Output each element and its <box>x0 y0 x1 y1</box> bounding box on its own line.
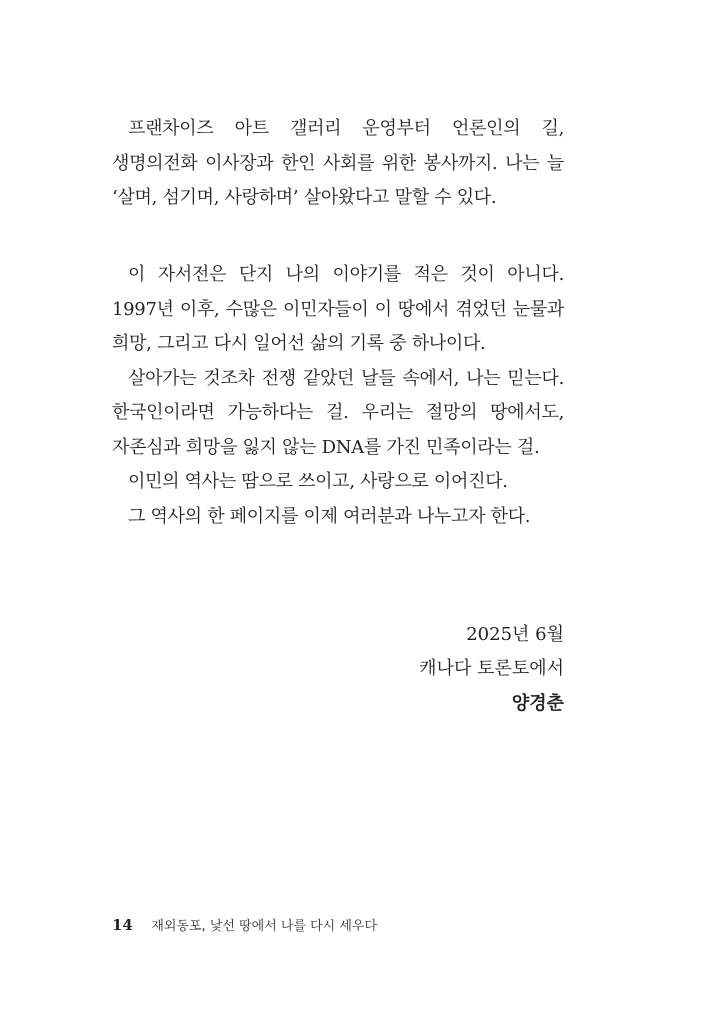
running-title: 재외동포, 낯선 땅에서 나를 다시 세우다 <box>151 919 378 934</box>
paragraph: 이민의 역사는 땀으로 쓰이고, 사랑으로 이어진다. <box>128 471 508 492</box>
body-block-2 <box>112 258 564 534</box>
signature-author: 양경춘 <box>511 693 564 714</box>
signature-date: 2025년 6월 <box>466 624 564 645</box>
paragraph: 살아가는 것조차 전쟁 같았던 날들 속에서, 나는 믿는다. 한국인이라면 가능하다는 걸. 우리는 절망의 땅에서도, 자존심과 희망을 잃지 않는 DNA를 가진 민족이라는 걸. <box>112 367 564 458</box>
body-block-1 <box>112 112 564 216</box>
paragraph: 이 자서전은 단지 나의 이야기를 적은 것이 아니다. 1997년 이후, 수많은 이민자들이 이 땅에서 겪었던 눈물과 희망, 그리고 다시 일어선 삶의 기록 중 하나이다. <box>112 264 564 354</box>
page-number: 14 <box>112 916 133 934</box>
signature-place: 캐나다 토론토에서 <box>419 658 564 679</box>
paragraph: 그 역사의 한 페이지를 이제 여러분과 나누고자 한다. <box>128 505 531 527</box>
paragraph: 프랜차이즈 아트 갤러리 운영부터 언론인의 길, 생명의전화 이사장과 한인 사회를 위한 봉사까지. 나는 늘 ‘살며, 섬기며, 사랑하며’ 살아왔다고 말할 수 있다. <box>112 118 564 208</box>
page-footer <box>112 915 377 937</box>
